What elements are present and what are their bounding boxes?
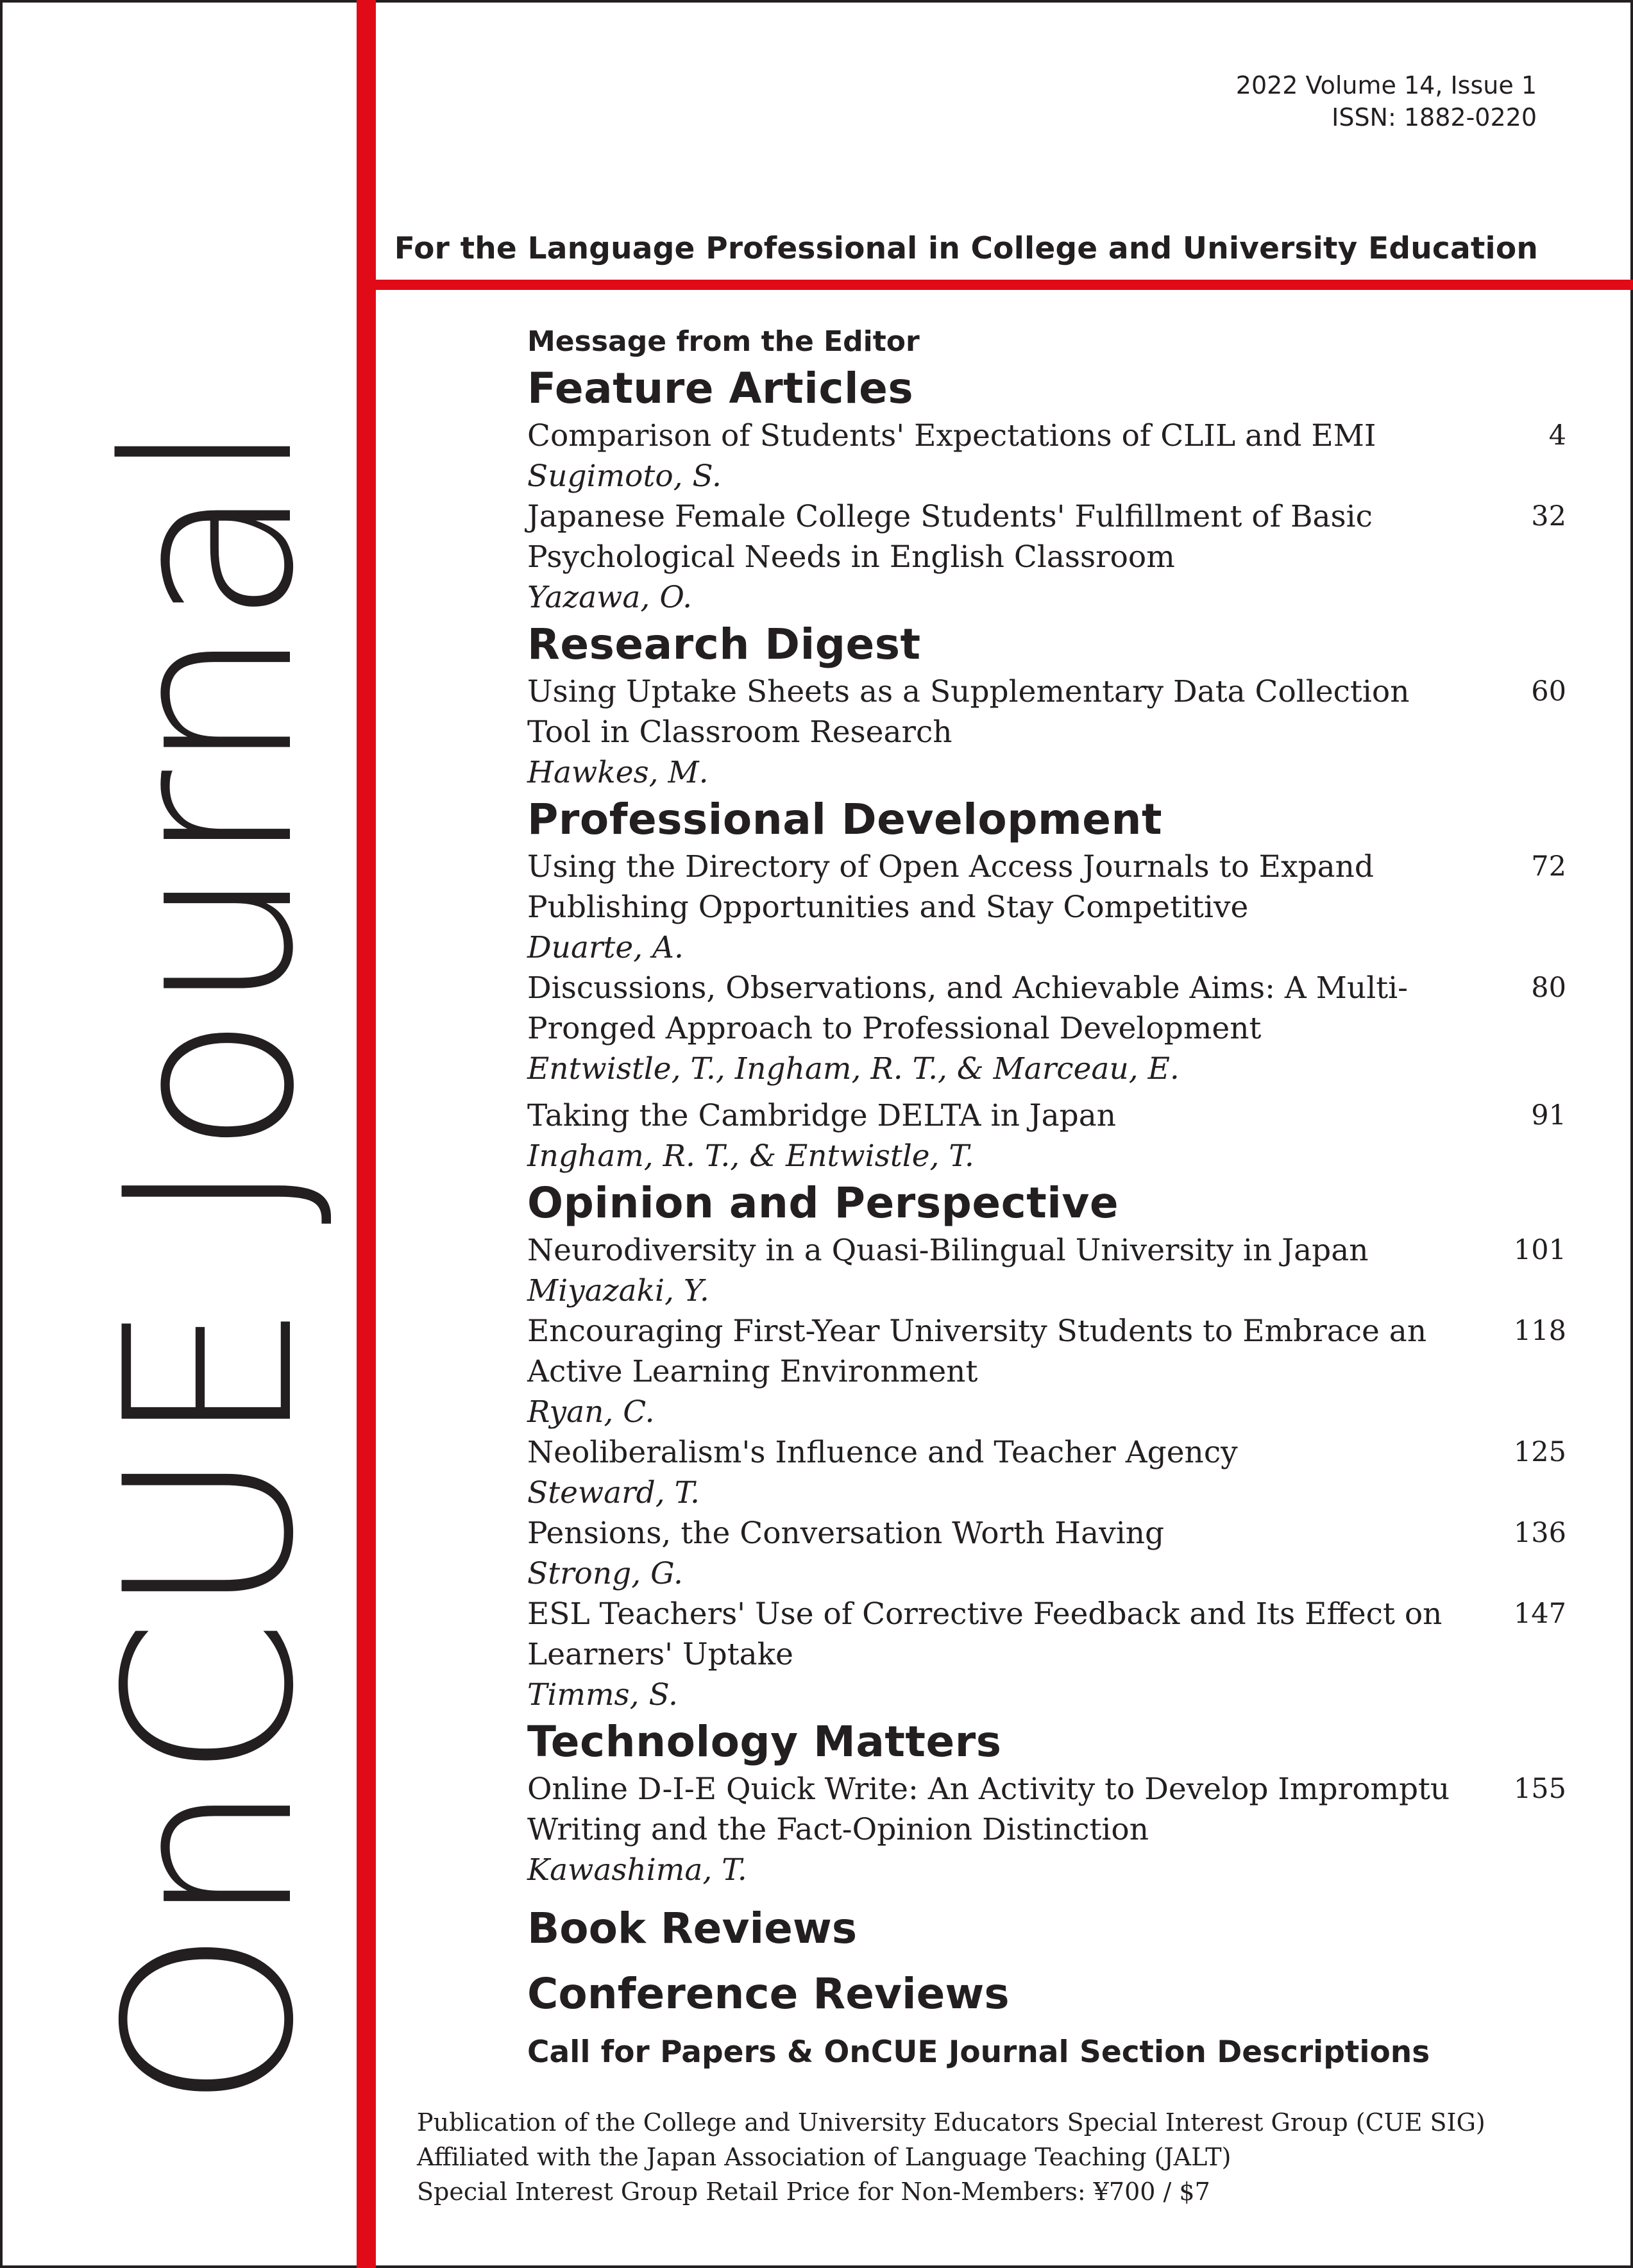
entry-title: Pensions, the Conversation Worth Having [527,1516,1165,1551]
issn: ISSN: 1882-0220 [1332,103,1537,131]
publication-footer [417,2105,1485,2209]
section-heading-opinion: Opinion and Perspective [527,1178,1119,1228]
entry-page: 72 [1531,851,1566,883]
section-heading-professional: Professional Development [527,795,1163,844]
section-heading-conference-reviews: Conference Reviews [527,1969,1010,2018]
entry-page: 4 [1548,419,1566,452]
entry-author: Steward, T. [527,1475,700,1511]
section-heading-book-reviews: Book Reviews [527,1904,858,1953]
entry-author: Hawkes, M. [527,755,709,790]
entry-title: Encouraging First-Year University Students to Embrace an Active Learning Environment [527,1314,1427,1389]
entry-page: 32 [1531,500,1566,532]
toc-entry [527,1594,1566,1715]
entry-page: 136 [1513,1517,1566,1549]
table-of-contents [527,322,1566,2075]
toc-entry [527,1096,1566,1176]
section-heading-research: Research Digest [527,620,921,669]
entry-title: Discussions, Observations, and Achievable Aims: A Multi-Pronged Approach to Professional Development [527,970,1409,1046]
section-heading-feature: Feature Articles [527,364,914,413]
entry-page: 118 [1513,1315,1566,1347]
entry-author: Entwistle, T., Ingham, R. T., & Marceau, E. [527,1051,1180,1087]
entry-author: Ryan, C. [527,1394,655,1430]
entry-title: Using the Directory of Open Access Journals to Expand Publishing Opportunities and Stay Competitive [527,849,1374,925]
toc-entry [527,1230,1566,1311]
entry-title: ESL Teachers' Use of Corrective Feedback and Its Effect on Learners' Uptake [527,1596,1443,1672]
section-heading-technology: Technology Matters [527,1717,1002,1766]
toc-entry [527,847,1566,968]
volume-line: 2022 Volume 14, Issue 1 [1235,71,1537,99]
entry-title: Taking the Cambridge DELTA in Japan [527,1098,1117,1133]
entry-author: Sugimoto, S. [527,459,722,494]
toc-entry [527,1769,1566,1890]
entry-title: Japanese Female College Students' Fulfillment of Basic Psychological Needs in English Classroom [527,499,1373,575]
entry-author: Ingham, R. T., & Entwistle, T. [527,1138,974,1174]
entry-author: Strong, G. [527,1556,683,1591]
horizontal-red-rule [376,280,1633,290]
entry-page: 91 [1531,1099,1566,1131]
entry-title: Neurodiversity in a Quasi-Bilingual University in Japan [527,1233,1369,1268]
entry-title: Neoliberalism's Influence and Teacher Agency [527,1435,1238,1470]
footer-line: Publication of the College and University Educators Special Interest Group (CUE SIG) [417,2108,1485,2137]
entry-author: Duarte, A. [527,930,684,965]
tagline: For the Language Professional in College and University Education [394,231,1538,266]
toc-entry [527,1311,1566,1432]
toc-entry [527,672,1566,793]
vertical-red-rule [357,0,376,2268]
toc-entry [527,1513,1566,1594]
entry-title: Using Uptake Sheets as a Supplementary Data Collection Tool in Classroom Research [527,674,1410,750]
toc-entry [527,1432,1566,1513]
journal-title: OnCUE Journal [76,417,344,2110]
issue-info [1236,69,1537,133]
toc-entry [527,968,1566,1089]
message-from-editor: Message from the Editor [527,325,920,358]
entry-page: 147 [1513,1598,1566,1630]
entry-title: Online D-I-E Quick Write: An Activity to Develop Impromptu Writing and the Fact-Opinion Distinction [527,1772,1450,1847]
entry-author: Kawashima, T. [527,1852,747,1888]
entry-page: 125 [1513,1436,1566,1468]
entry-title: Comparison of Students' Expectations of CLIL and EMI [527,418,1376,453]
entry-page: 60 [1531,675,1566,707]
call-for-papers: Call for Papers & OnCUE Journal Section Descriptions [527,2035,1430,2070]
footer-line: Affiliated with the Japan Association of Language Teaching (JALT) [417,2143,1231,2171]
entry-author: Yazawa, O. [527,580,693,615]
entry-page: 80 [1531,972,1566,1004]
footer-line: Special Interest Group Retail Price for Non-Members: ¥700 / $7 [417,2178,1210,2206]
toc-entry [527,416,1566,496]
entry-author: Miyazaki, Y. [527,1273,709,1308]
entry-author: Timms, S. [527,1677,678,1713]
toc-entry [527,496,1566,618]
entry-page: 101 [1513,1234,1566,1266]
entry-page: 155 [1513,1773,1566,1805]
